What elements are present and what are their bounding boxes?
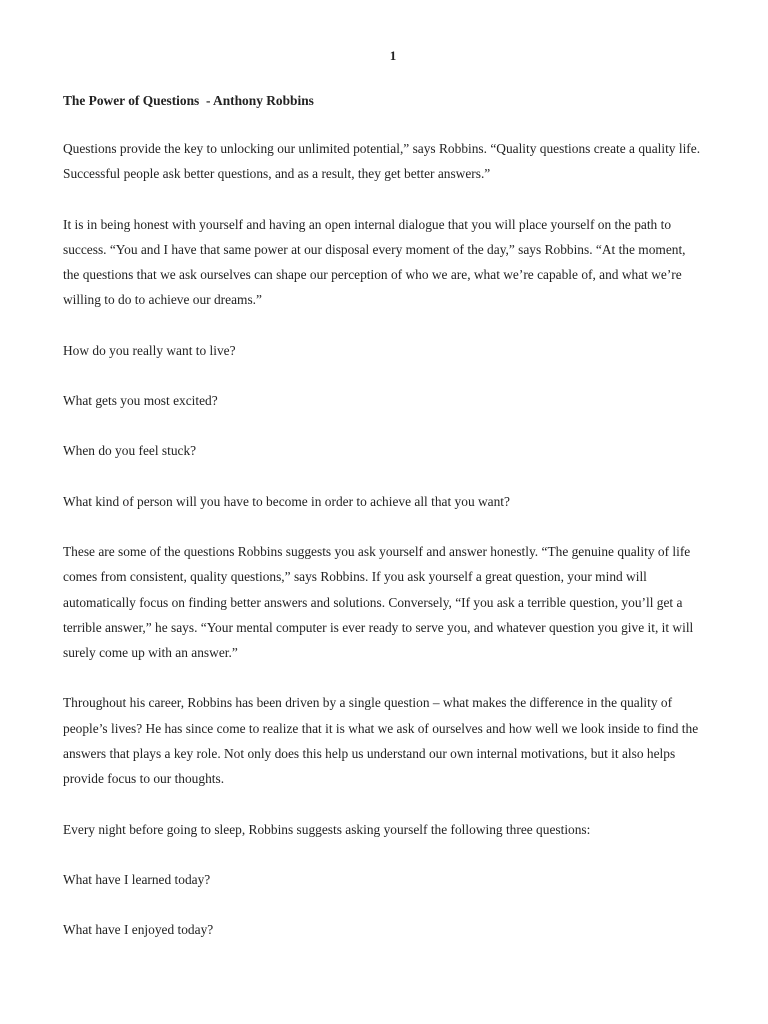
question-learned — [63, 867, 723, 892]
question-live — [63, 338, 723, 363]
paragraph-line: What gets you most excited? — [63, 393, 218, 409]
paragraph-line: Every night before going to sleep, Robbins suggests asking yourself the following three questions: — [63, 821, 591, 837]
paragraph-line: success. “You and I have that same power at our disposal every moment of the day,” says Robbins. “At the moment, — [63, 241, 686, 257]
paragraph-1 — [63, 136, 723, 187]
page-number: 1 — [389, 48, 397, 63]
paragraph-line: It is in being honest with yourself and having an open internal dialogue that you will place yourself on the path to — [63, 216, 672, 232]
paragraph-line: provide focus to our thoughts. — [63, 771, 225, 787]
paragraph-line: Successful people ask better questions, and as a result, they get better answers.” — [63, 166, 491, 182]
paragraph-line: automatically focus on finding better answers and solutions. Conversely, “If you ask a terrible question, you’ll get a — [63, 594, 683, 610]
paragraph-line: Throughout his career, Robbins has been driven by a single question – what makes the difference in the quality of — [63, 695, 673, 711]
paragraph-line: When do you feel stuck? — [63, 443, 197, 459]
question-become — [63, 489, 723, 514]
paragraph-line: What have I enjoyed today? — [63, 922, 214, 938]
paragraph-3 — [63, 539, 723, 665]
paragraph-5 — [63, 817, 723, 842]
question-excited — [63, 388, 723, 413]
document-title: The Power of Questions - Anthony Robbins — [63, 93, 314, 108]
paragraph-4 — [63, 690, 723, 791]
paragraph-line: comes from consistent, quality questions,” says Robbins. If you ask yourself a great question, your mind will — [63, 569, 647, 585]
paragraph-line: How do you really want to live? — [63, 342, 236, 358]
paragraph-2 — [63, 212, 723, 313]
document-body — [63, 90, 723, 968]
paragraph-line: What have I learned today? — [63, 871, 211, 887]
paragraph-line: terrible answer,” he says. “Your mental computer is ever ready to serve you, and whatever question you give it, it will — [63, 619, 694, 635]
paragraph-line: surely come up with an answer.” — [63, 645, 238, 661]
paragraph-line: answers that plays a key role. Not only does this help us understand our own internal motivations, but it also helps — [63, 746, 676, 762]
paragraph-line: the questions that we ask ourselves can shape our perception of who we are, what we’re capable of, and what we’re — [63, 267, 682, 283]
paragraph-line: These are some of the questions Robbins suggests you ask yourself and answer honestly. “The genuine quality of life — [63, 543, 691, 559]
question-enjoyed — [63, 917, 723, 942]
question-stuck — [63, 438, 723, 463]
paragraph-line: people’s lives? He has since come to realize that it is what we ask of ourselves and how well we look inside to find the — [63, 720, 699, 736]
paragraph-line: Questions provide the key to unlocking our unlimited potential,” says Robbins. “Quality questions create a quality life. — [63, 141, 701, 156]
paragraph-line: willing to do to achieve our dreams.” — [63, 292, 262, 308]
paragraph-line: What kind of person will you have to become in order to achieve all that you want? — [63, 493, 510, 509]
